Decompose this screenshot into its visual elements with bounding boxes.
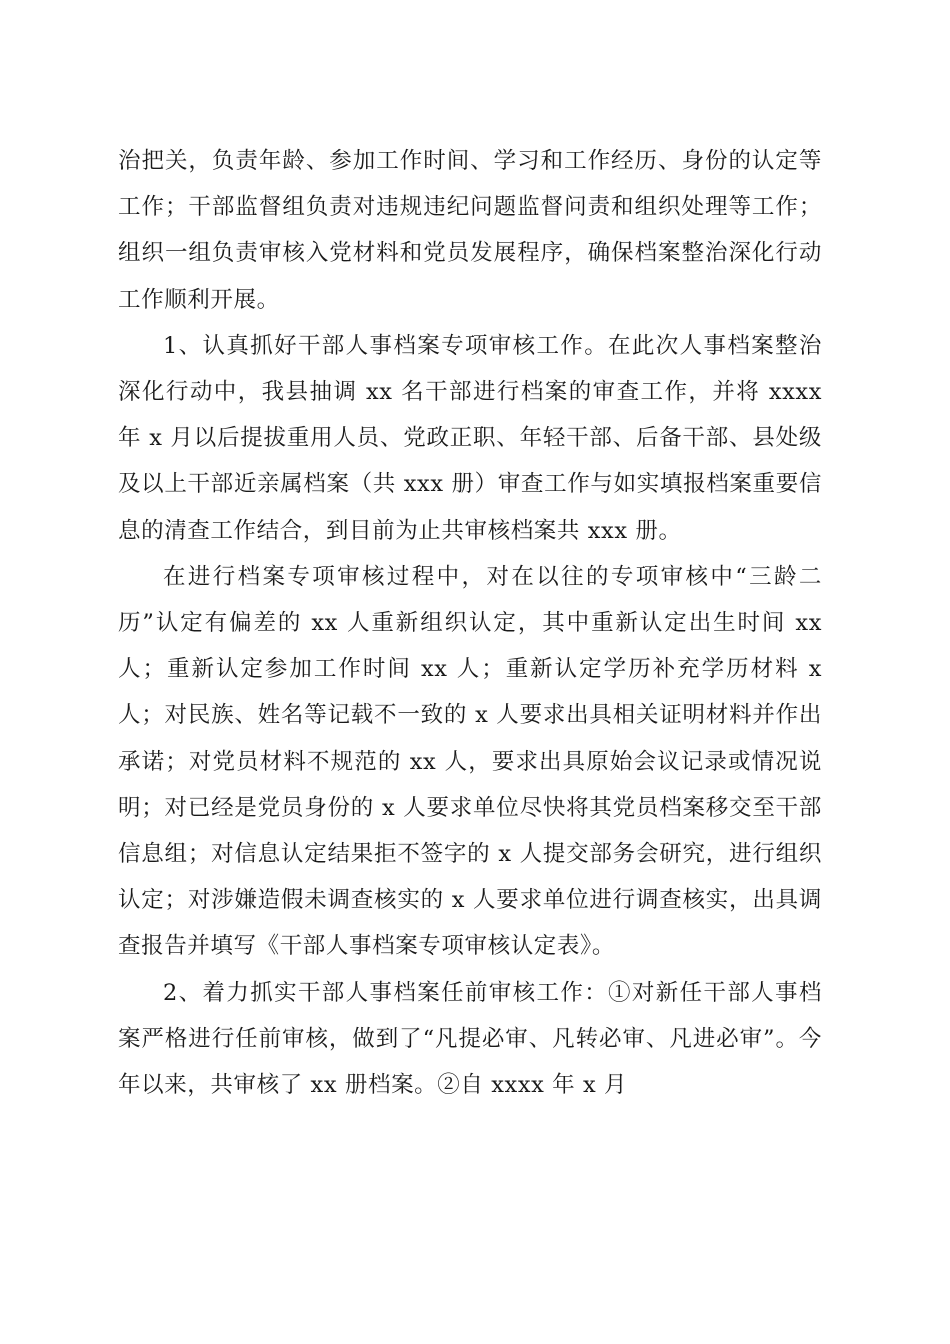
paragraph-review-details: 在进行档案专项审核过程中，对在以往的专项审核中“三龄二历”认定有偏差的 xx 人重新组织认定，其中重新认定出生时间 xx 人；重新认定参加工作时间 xx 人；重新认定学历补充学历材料 x 人；对民族、姓名等记载不一致的 x 人要求出具相关证明材料并作出承诺；对党员材料不规范的 xx 人，要求出具原始会议记录或情况说明；对已经是党员身份的 x 人要求单位尽快将其党员档案移交至干部信息组；对信息认定结果拒不签字的 x 人提交部务会研究，进行组织认定；对涉嫌造假未调查核实的 x 人要求单位进行调查核实，出具调查报告并填写《干部人事档案专项审核认定表》。 — [118, 563, 822, 960]
paragraph-item-2: 2、着力抓实干部人事档案任前审核工作：①对新任干部人事档案严格进行任前审核，做到了“凡提必审、凡转必审、凡进必审”。今年以来，共审核了 xx 册档案。②自 xxxx 年 x 月 — [118, 979, 822, 1099]
paragraph-item-1: 1、认真抓好干部人事档案专项审核工作。在此次人事档案整治深化行动中，我县抽调 xx 名干部进行档案的审查工作，并将 xxxx 年 x 月以后提拔重用人员、党政正职、年轻干部、后备干部、县处级及以上干部近亲属档案（共 xxx 册）审查工作与如实填报档案重要信息的清查工作结合，到目前为止共审核档案共 xxx 册。 — [118, 332, 822, 544]
paragraph-continuation: 治把关，负责年龄、参加工作时间、学习和工作经历、身份的认定等工作；干部监督组负责对违规违纪问题监督问责和组织处理等工作；组织一组负责审核入党材料和党员发展程序，确保档案整治深化行动工作顺利开展。 — [118, 148, 822, 313]
document-body — [118, 138, 822, 1108]
